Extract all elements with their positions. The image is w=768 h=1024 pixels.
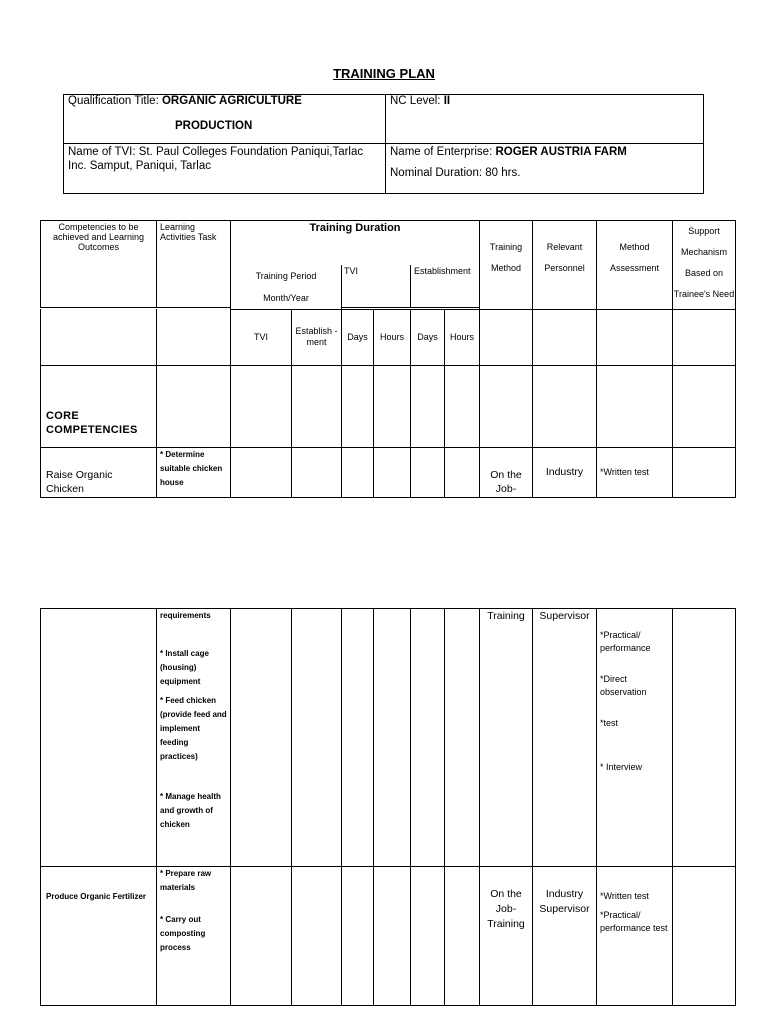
enterprise-value: ROGER AUSTRIA FARM: [495, 146, 627, 158]
col-training-label: Training: [489, 242, 523, 252]
empty-cell: [292, 867, 342, 1006]
empty-cell: [673, 365, 736, 447]
assessment-practical-test: *Practical/ performance test: [600, 910, 668, 933]
col-competencies: Competencies to be achieved and Learning Outcomes: [41, 221, 157, 308]
assessment-interview: * Interview: [600, 762, 643, 772]
assessment-written-test: *Written test: [600, 891, 649, 901]
row1-personnel-continued: Supervisor: [533, 609, 597, 867]
col-support-label: Support: [688, 226, 720, 236]
training-table: [40, 220, 736, 498]
empty-cell: [411, 447, 445, 497]
training-table-continued: [40, 608, 736, 1006]
empty-cell: [342, 609, 374, 867]
chicken-tasks-continued: [157, 609, 231, 867]
col-assessment-label: Assessment: [609, 263, 660, 273]
empty-cell: [480, 309, 533, 365]
row2-assessment: [597, 867, 673, 1006]
qualification-value-2: PRODUCTION: [175, 120, 253, 132]
col-relevant-label: Relevant: [546, 242, 583, 252]
col-days-tvi: Days: [342, 309, 374, 365]
competency-raise-organic-chicken: Raise Organic Chicken: [41, 447, 157, 497]
col-hours-tvi: Hours: [374, 309, 411, 365]
empty-cell: [374, 447, 411, 497]
task-determine-chicken-house: * Determine suitable chicken house: [157, 447, 231, 497]
col-trainees-need-label: Trainee's Need: [673, 289, 735, 299]
task-manage-health: * Manage health and growth of chicken: [160, 792, 221, 829]
empty-cell: [374, 365, 411, 447]
competency-produce-organic-fertilizer: Produce Organic Fertilizer: [41, 867, 157, 1006]
empty-cell: [673, 447, 736, 497]
empty-cell: [157, 309, 231, 365]
task-carry-out-composting: * Carry out composting process: [160, 915, 206, 952]
nc-level-value: II: [443, 95, 451, 107]
row1-assessment-continued: [597, 609, 673, 867]
empty-cell: [411, 365, 445, 447]
col-establishment-group: Establishment: [411, 265, 480, 308]
row1-training-method: On the Job-: [480, 447, 533, 497]
col-training-duration: Training Duration: [231, 221, 480, 265]
col-support-mechanism: [673, 221, 736, 310]
col-personnel-label: Personnel: [544, 263, 585, 273]
empty-cell: [411, 867, 445, 1006]
empty-cell: [231, 609, 292, 867]
enterprise-cell: [386, 144, 704, 194]
empty-cell: [41, 309, 157, 365]
empty-cell: [673, 309, 736, 365]
empty-cell: [673, 867, 736, 1006]
enterprise-label: Name of Enterprise:: [390, 146, 496, 158]
core-competencies-label: CORE COMPETENCIES: [41, 365, 157, 447]
assessment-direct-observation: *Direct observation: [600, 674, 647, 697]
col-relevant-personnel: [533, 221, 597, 310]
task-install-cage: * Install cage (housing) equipment: [160, 649, 209, 686]
empty-cell: [374, 867, 411, 1006]
empty-cell: [292, 365, 342, 447]
qualification-cell: [64, 95, 386, 144]
empty-cell: [342, 447, 374, 497]
row1-personnel: Industry: [533, 447, 597, 497]
empty-cell: [597, 365, 673, 447]
nc-level-cell: [386, 95, 704, 144]
col-tvi-group: TVI: [342, 265, 411, 308]
col-activities: Learning Activities Task: [157, 221, 231, 308]
task-feed-chicken: * Feed chicken (provide feed and implement feeding practices): [160, 696, 227, 761]
col-month-year-label: Month/Year: [263, 292, 309, 303]
col-tvi-sub: TVI: [231, 309, 292, 365]
task-requirements: requirements: [160, 611, 211, 620]
row1-training-method-continued: Training: [480, 609, 533, 867]
empty-cell: [445, 609, 480, 867]
empty-cell: [673, 609, 736, 867]
empty-cell: [411, 609, 445, 867]
col-establish-sub: Establish -ment: [292, 309, 342, 365]
empty-cell: [480, 365, 533, 447]
row1-assessment: *Written test: [597, 447, 673, 497]
empty-cell: [445, 867, 480, 1006]
col-days-est: Days: [411, 309, 445, 365]
col-training-period: [231, 265, 342, 310]
col-training-period-label: Training Period: [255, 270, 317, 281]
col-method-label: Method: [490, 263, 522, 273]
page-title: TRAINING PLAN: [333, 66, 435, 81]
empty-cell: [342, 867, 374, 1006]
header-table: [63, 94, 704, 194]
empty-cell: [445, 365, 480, 447]
qualification-label: Qualification Title:: [68, 95, 162, 107]
empty-cell: [292, 447, 342, 497]
col-mechanism-label: Mechanism: [680, 247, 727, 257]
qualification-value: ORGANIC AGRICULTURE: [161, 95, 302, 107]
empty-cell: [231, 365, 292, 447]
empty-cell: [445, 447, 480, 497]
nominal-duration: Nominal Duration: 80 hrs.: [390, 167, 521, 179]
col-hours-est: Hours: [445, 309, 480, 365]
empty-cell: [231, 447, 292, 497]
col-method2-label: Method: [619, 242, 650, 252]
empty-cell: [533, 309, 597, 365]
col-training-method: [480, 221, 533, 310]
assessment-test: *test: [600, 718, 619, 728]
empty-cell: [231, 867, 292, 1006]
empty-cell: [597, 309, 673, 365]
empty-cell: [342, 365, 374, 447]
empty-cell: [41, 609, 157, 867]
col-based-on-label: Based on: [684, 268, 724, 278]
nc-level-label: NC Level:: [390, 95, 444, 107]
empty-cell: [157, 365, 231, 447]
empty-cell: [533, 365, 597, 447]
row2-personnel: Industry Supervisor: [533, 867, 597, 1006]
empty-cell: [374, 609, 411, 867]
tvi-name-cell: Name of TVI: St. Paul Colleges Foundation Paniqui,Tarlac Inc. Samput, Paniqui, Tarlac: [64, 144, 386, 194]
empty-cell: [292, 609, 342, 867]
task-prepare-raw-materials: * Prepare raw materials: [160, 869, 212, 892]
col-method-assessment: [597, 221, 673, 310]
fertilizer-tasks: [157, 867, 231, 1006]
assessment-practical: *Practical/ performance: [600, 630, 651, 653]
row2-training-method: On the Job- Training: [480, 867, 533, 1006]
